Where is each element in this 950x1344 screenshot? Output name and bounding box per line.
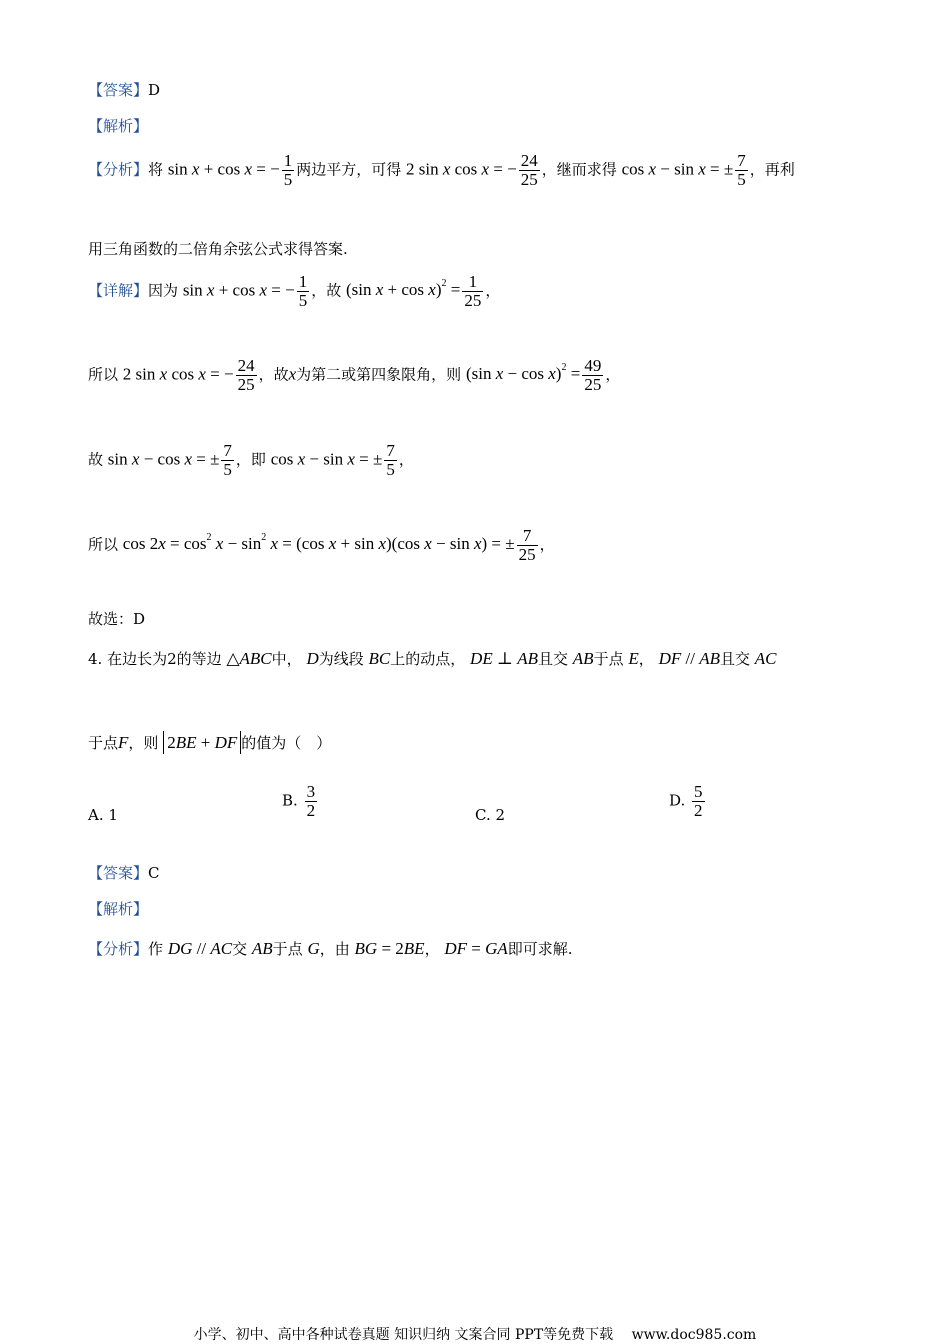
answer-tag: 【答案】 [88, 81, 149, 99]
footer-banner: 小学、初中、高中各种试卷真题 知识归纳 文案合同 PPT等免费下载 www.doc985.com [193, 1327, 757, 1343]
text: ， [638, 650, 654, 668]
math-eq: DE ⊥ AB [470, 649, 538, 668]
text: 故 [88, 450, 104, 469]
math-var: AB [251, 939, 273, 958]
text: 2 [167, 650, 177, 668]
math-var: x [288, 364, 297, 384]
math-eq: sin x + cos x = − [182, 280, 295, 300]
conclusion: 故选：D [88, 610, 146, 628]
detail-line-1 [88, 273, 500, 310]
fraction: $\frac{3}{2}$ [306, 782, 316, 820]
fenxi-tag: 【分析】 [88, 160, 149, 179]
text: 上的动点， [390, 650, 466, 668]
option-label: D. [669, 791, 686, 810]
answer-tag: 【答案】 [88, 864, 149, 882]
math-eq: $\cos 2x = \cos^2 x - \sin^2 x = (\cos$ x + sin x)(cos x − sin x) = ± [122, 532, 515, 554]
text: 两边平方，可得 [296, 160, 402, 179]
text: ，故 [311, 281, 342, 300]
text: ， [605, 365, 621, 384]
text: 且交 [538, 650, 569, 668]
option-d [669, 783, 707, 820]
text: 的值为（ ） [241, 734, 332, 752]
text: 交 [232, 940, 248, 958]
answer-value: D [148, 81, 161, 99]
text: 的等边 [176, 650, 222, 668]
fraction: $\frac{49}{25}$ [584, 356, 602, 394]
math-eq: (sin x − cos x)$^2$ = [465, 362, 581, 384]
detail-line-2 [88, 357, 620, 394]
text: 且交 [719, 650, 750, 668]
text: ， [539, 535, 555, 554]
math-eq: 2 sin x cos x = − [122, 364, 234, 384]
text: 所以 [88, 365, 119, 384]
option-value: 2 [495, 806, 506, 824]
option-b [282, 783, 319, 820]
text: 作 [148, 940, 164, 958]
option-a [88, 806, 118, 824]
fraction: $\frac{5}{2}$ [694, 782, 703, 820]
fraction: $\frac{24}{25}$ [237, 356, 255, 394]
question-4-line-2 [88, 734, 331, 751]
math-eq: DF // AB [658, 649, 720, 668]
math-eq: 2 sin x cos x = − [405, 159, 517, 179]
text: 于点 [88, 734, 119, 752]
text: ，由 [319, 940, 350, 958]
fraction: $\frac{7}{5}$ [223, 441, 232, 479]
text: 为第二或第四象限角，则 [296, 365, 462, 384]
fraction: $\frac{1}{25}$ [464, 272, 482, 310]
question-4-line-1 [88, 650, 777, 667]
text: ，再利 [749, 160, 795, 179]
text: 中， [271, 650, 302, 668]
text: 于点 [272, 940, 303, 958]
fraction: $\frac{1}{5}$ [298, 272, 308, 310]
answer-value: C [148, 864, 160, 882]
text: 将 [148, 160, 164, 179]
math-var: BC [368, 649, 391, 668]
text: 于点 [593, 650, 624, 668]
fenxi-tag: 【分析】 [88, 940, 149, 958]
xiangjie-tag: 【详解】 [88, 281, 149, 300]
math-eq: cos x − sin x = ± [621, 159, 734, 179]
math-var: AC [754, 649, 777, 668]
fraction: $\frac{24}{25}$ [520, 151, 538, 189]
math-eq: sin x + cos x = − [167, 159, 280, 179]
option-value: 1 [108, 806, 118, 824]
math-abs: 2BE + DF [163, 731, 241, 754]
math-eq: DG // AC [167, 939, 233, 958]
fenxi-cont: 用三角函数的二倍角余弦公式求得答案. [88, 240, 348, 258]
option-label: A. [88, 806, 104, 824]
text: ， [424, 940, 440, 958]
math-triangle: △ABC [226, 649, 272, 668]
math-var: AB [572, 649, 594, 668]
math-var: E [628, 649, 639, 668]
text: 因为 [148, 281, 179, 300]
text: ，即 [235, 450, 266, 469]
fraction: $\frac{7}{5}$ [386, 441, 395, 479]
math-eq: DF = GA [444, 939, 508, 958]
fraction: $\frac{1}{5}$ [283, 151, 293, 189]
math-var: F [118, 733, 129, 752]
question-number: 4. [88, 650, 103, 668]
analysis-tag: 【解析】 [88, 117, 149, 135]
answer-line-4 [88, 866, 160, 881]
math-eq: cos x − sin x = ± [270, 449, 383, 469]
option-label: B. [282, 791, 298, 810]
math-eq: (sin x + cos x)$^2$ = [345, 278, 461, 300]
math-var: D [306, 649, 319, 668]
text: 所以 [88, 535, 119, 554]
option-label: C. [475, 806, 491, 824]
option-c [475, 806, 505, 824]
text: 即可求解. [507, 940, 573, 958]
text: ，故 [258, 365, 289, 384]
text: ，则 [128, 734, 159, 752]
math-eq: BG = 2BE [354, 939, 425, 958]
math-var: G [307, 939, 320, 958]
text: 为线段 [318, 650, 364, 668]
fraction: $\frac{7}{5}$ [737, 151, 746, 189]
math-eq: sin x − cos x = ± [107, 449, 220, 469]
text: ， [398, 450, 414, 469]
fenxi-line-4 [88, 940, 573, 957]
answer-line [88, 83, 160, 98]
analysis-tag: 【解析】 [88, 900, 149, 918]
fraction: $\frac{7}{25}$ [518, 526, 536, 564]
detail-line-3 [88, 442, 414, 479]
fenxi-line [88, 152, 795, 189]
detail-line-4 [88, 527, 555, 564]
text: ，继而求得 [541, 160, 617, 179]
text: ， [485, 281, 501, 300]
text: 在边长为 [107, 650, 168, 668]
